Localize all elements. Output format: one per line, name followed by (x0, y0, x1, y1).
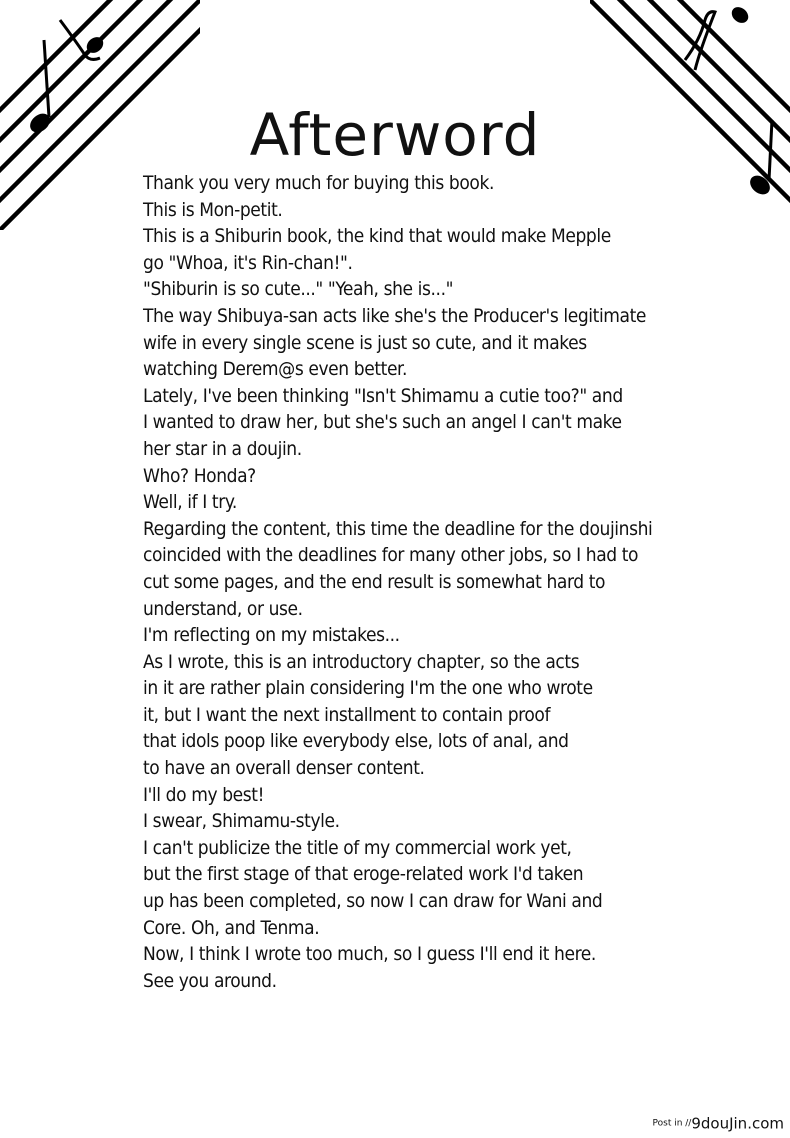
watermark-prefix: Post in // (652, 1118, 692, 1128)
text-line: in it are rather plain considering I'm the one who wrote (143, 677, 593, 700)
text-line: Thank you very much for buying this book. (143, 172, 494, 194)
text-line: it, but I want the next installment to contain proof (143, 703, 551, 726)
text-line: Core. Oh, and Tenma. (143, 916, 320, 939)
text-line: Well, if I try. (143, 491, 237, 514)
text-line: I wanted to draw her, but she's such an angel I can't make (143, 411, 622, 434)
site-watermark (653, 1113, 784, 1133)
text-line: The way Shibuya-san acts like she's the Producer's legitimate (143, 304, 647, 327)
text-line: to have an overall denser content. (143, 757, 425, 780)
text-line: I'll do my best! (143, 783, 265, 806)
text-line: This is Mon-petit. (143, 198, 283, 221)
text-line: See you around. (143, 969, 277, 992)
text-line: "Shiburin is so cute..." "Yeah, she is..." (143, 278, 454, 301)
text-line: Now, I think I wrote too much, so I guess I'll end it here. (143, 943, 596, 966)
text-line: but the first stage of that eroge-related work I'd taken (143, 863, 584, 886)
text-line: Lately, I've been thinking "Isn't Shimamu a cutie too?" and (143, 384, 623, 407)
text-line: Regarding the content, this time the deadline for the doujinshi (143, 517, 653, 540)
text-line: that idols poop like everybody else, lots of anal, and (143, 730, 569, 753)
text-line: As I wrote, this is an introductory chapter, so the acts (143, 650, 580, 673)
text-line: I can't publicize the title of my commercial work yet, (143, 836, 572, 859)
text-line: cut some pages, and the end result is somewhat hard to (143, 570, 606, 593)
text-line: watching Derem@s even better. (143, 358, 407, 381)
afterword-text (143, 170, 703, 994)
text-line: go "Whoa, it's Rin-chan!". (143, 251, 353, 274)
text-line: understand, or use. (143, 597, 303, 620)
text-line: Who? Honda? (143, 464, 256, 487)
text-line: coincided with the deadlines for many other jobs, so I had to (143, 544, 639, 567)
text-line: This is a Shiburin book, the kind that would make Mepple (143, 225, 611, 248)
watermark-site: 9douJin.com (691, 1114, 784, 1132)
text-line: wife in every single scene is just so cute, and it makes (143, 331, 587, 354)
page-title: Afterword (249, 100, 541, 169)
text-line: up has been completed, so now I can draw for Wani and (143, 890, 603, 913)
text-line: I swear, Shimamu-style. (143, 810, 340, 833)
text-line: her star in a doujin. (143, 437, 302, 460)
text-line: I'm reflecting on my mistakes... (143, 624, 400, 647)
